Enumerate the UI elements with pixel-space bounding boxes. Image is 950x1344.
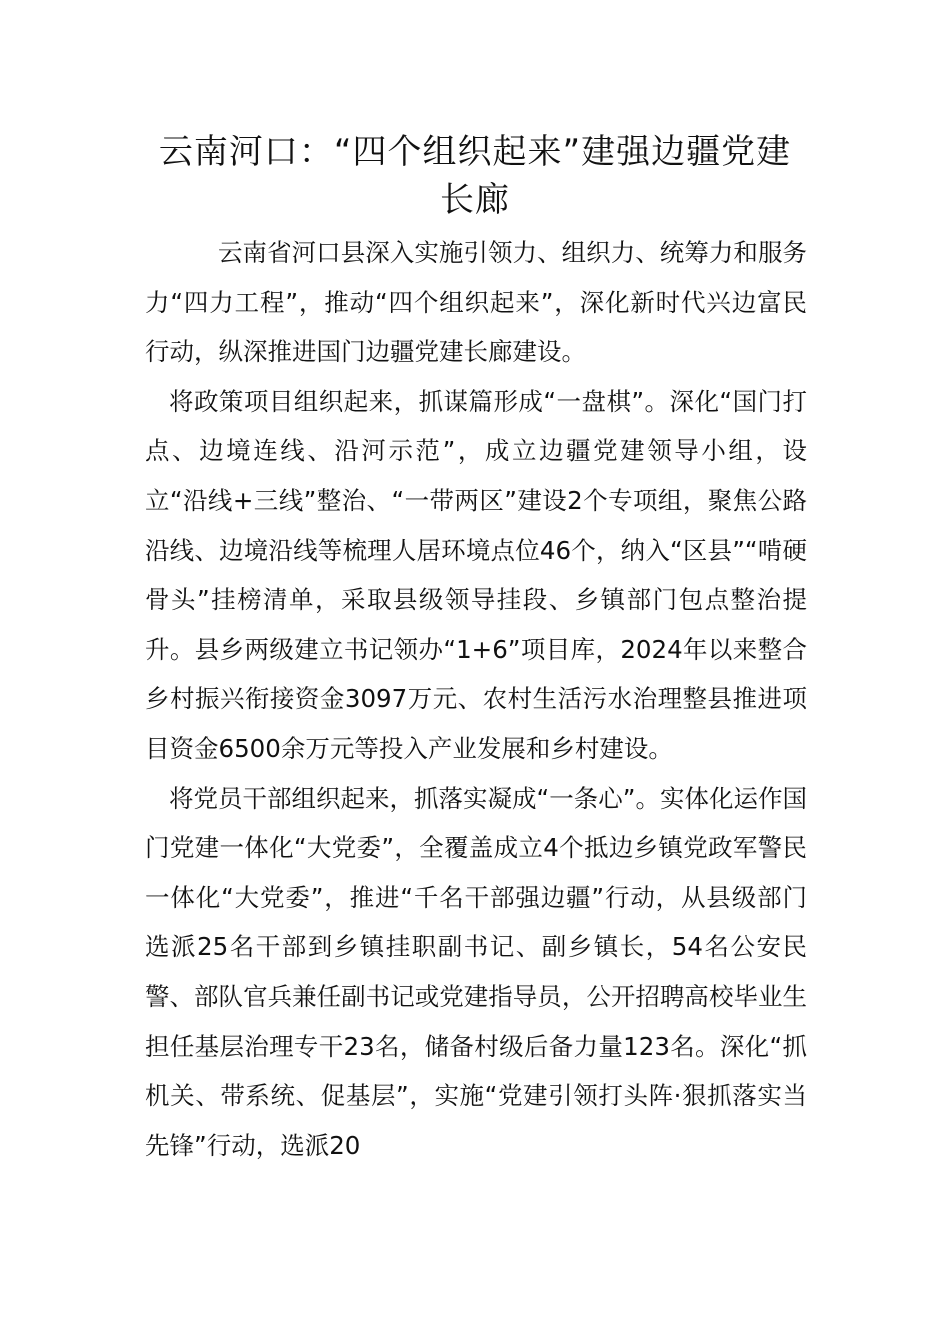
document-body: [145, 228, 807, 1170]
party-cadres-paragraph: 将党员干部组织起来，抓落实凝成“一条心”。实体化运作国门党建一体化“大党委”，全覆盖成立4个抵边乡镇党政军警民一体化“大党委”，推进“千名干部强边疆”行动，从县级部门选派25名干部到乡镇挂职副书记、副乡镇长，54名公安民警、部队官兵兼任副书记或党建指导员，公开招聘高校毕业生担任基层治理专干23名，储备村级后备力量123名。深化“抓机关、带系统、促基层”，实施“党建引领打头阵·狠抓落实当先锋”行动，选派20: [145, 783, 807, 1160]
document-title: 云南河口：“四个组织起来”建强边疆党建长廊: [158, 132, 792, 220]
policy-projects-paragraph: 将政策项目组织起来，抓谋篇形成“一盘棋”。深化“国门打点、边境连线、沿河示范”，成立边疆党建领导小组，设立“沿线+三线”整治、“一带两区”建设2个专项组，聚焦公路沿线、边境沿线等梳理人居环境点位46个，纳入“区县”“啃硬骨头”挂榜清单，采取县级领导挂段、乡镇部门包点整治提升。县乡两级建立书记领办“1+6”项目库，2024年以来整合乡村振兴衔接资金3097万元、农村生活污水治理整县推进项目资金6500余万元等投入产业发展和乡村建设。: [145, 386, 807, 763]
intro-paragraph: 云南省河口县深入实施引领力、组织力、统筹力和服务力“四力工程”，推动“四个组织起来”，深化新时代兴边富民行动，纵深推进国门边疆党建长廊建设。: [145, 238, 807, 367]
